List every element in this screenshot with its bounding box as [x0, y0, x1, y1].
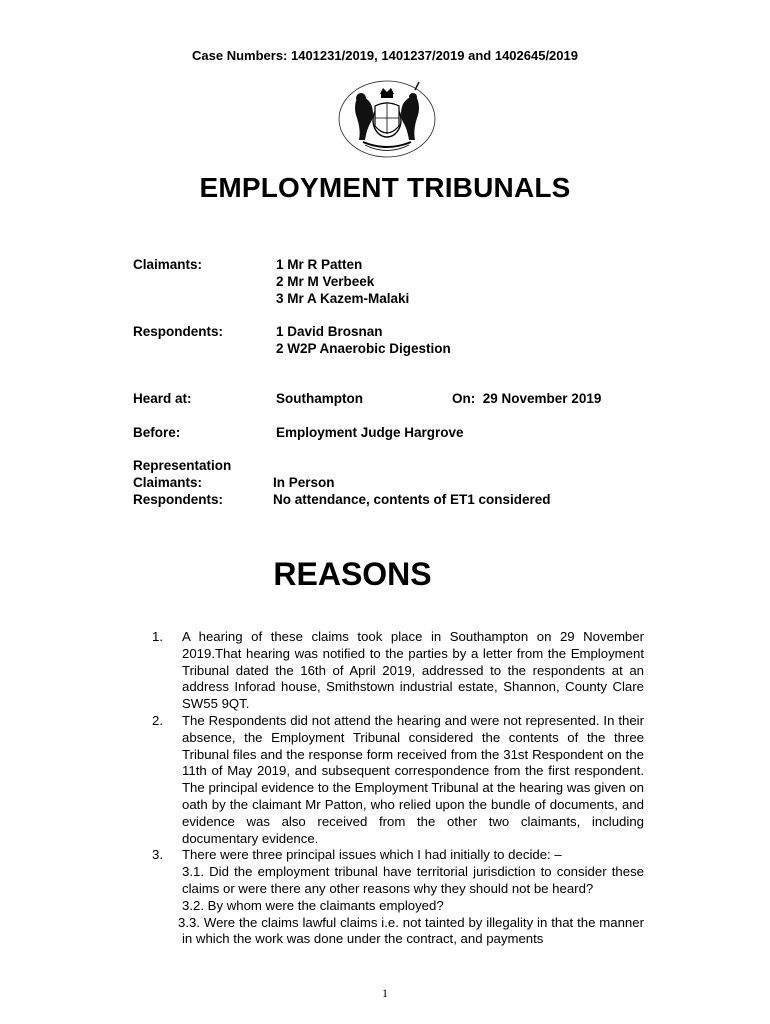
subparagraph-list: [152, 864, 644, 948]
heard-at-value: Southampton: [276, 391, 363, 406]
claimant-item: 3 Mr A Kazem-Malaki: [276, 291, 410, 306]
claimants-label: Claimants:: [133, 257, 203, 272]
representation-block: [133, 457, 231, 508]
reasons-paragraphs: [152, 629, 644, 948]
rep-respondents-value: No attendance, contents of ET1 considered: [273, 492, 551, 507]
representation-values: [273, 474, 551, 508]
respondents-label: Respondents:: [133, 324, 224, 339]
rep-claimants-label: Claimants:: [133, 475, 203, 490]
subparagraph: 3.2. By whom were the claimants employed?: [182, 897, 444, 913]
case-numbers: Case Numbers: 1401231/2019, 1401237/2019 and 1402645/2019: [192, 48, 578, 63]
before-label: Before:: [133, 425, 181, 440]
paragraph-text: The Respondents did not attend the hearing and were not represented. In their absence, the Employment Tribunal considered the contents of the three Tribunal files and the response form received from the 31st Respondent on the 11th of May 2019, and subsequent correspondence from the first respondent. The principal evidence to the Employment Tribunal at the hearing was given on oath by the claimant Mr Patton, who relied upon the bundle of documents, and evidence was also received from the other two claimants, including documentary evidence.: [182, 712, 644, 846]
respondent-item: 1 David Brosnan: [276, 324, 383, 339]
paragraph: [152, 713, 644, 847]
page-title: EMPLOYMENT TRIBUNALS: [199, 172, 571, 203]
rep-respondents-label: Respondents:: [133, 492, 224, 507]
respondents-list: [276, 323, 451, 357]
paragraph: [152, 629, 644, 713]
subparagraph: 3.3. Were the claims lawful claims i.e. not tainted by illegality in that the manner in which the work was done under the contract, and payments: [178, 914, 644, 947]
paragraph: [152, 847, 644, 948]
paragraph-number: 2.: [152, 712, 163, 728]
hearing-date: [452, 390, 601, 407]
before-value: Employment Judge Hargrove: [276, 425, 464, 440]
paragraph-number: 1.: [152, 629, 163, 644]
paragraph-text: A hearing of these claims took place in Southampton on 29 November 2019.That hearing was notified to the parties by a letter from the Employment Tribunal dated the 16th of April 2019, addressed to the respondents at an address Inforad house, Smithstown industrial estate, Shannon, County Clare SW55 9QT.: [182, 629, 644, 712]
paragraph-text: There were three principal issues which I had initially to decide: –: [182, 847, 562, 863]
royal-coat-of-arms-icon: [335, 78, 440, 160]
reasons-heading: REASONS: [273, 556, 432, 592]
respondent-item: 2 W2P Anaerobic Digestion: [276, 341, 451, 356]
claimants-list: [276, 256, 409, 307]
claimant-item: 2 Mr M Verbeek: [276, 274, 375, 289]
page-number: 1: [382, 986, 388, 1000]
on-label: On:: [452, 391, 476, 406]
subparagraph: 3.1. Did the employment tribunal have territorial jurisdiction to consider these claims or were there any other reasons why they should not be heard?: [182, 864, 644, 896]
heard-at-label: Heard at:: [133, 391, 192, 406]
rep-claimants-value: In Person: [273, 475, 335, 490]
representation-heading: Representation: [133, 458, 232, 473]
on-date: 29 November 2019: [482, 391, 602, 406]
claimant-item: 1 Mr R Patten: [276, 257, 363, 272]
paragraph-number: 3.: [152, 847, 163, 863]
